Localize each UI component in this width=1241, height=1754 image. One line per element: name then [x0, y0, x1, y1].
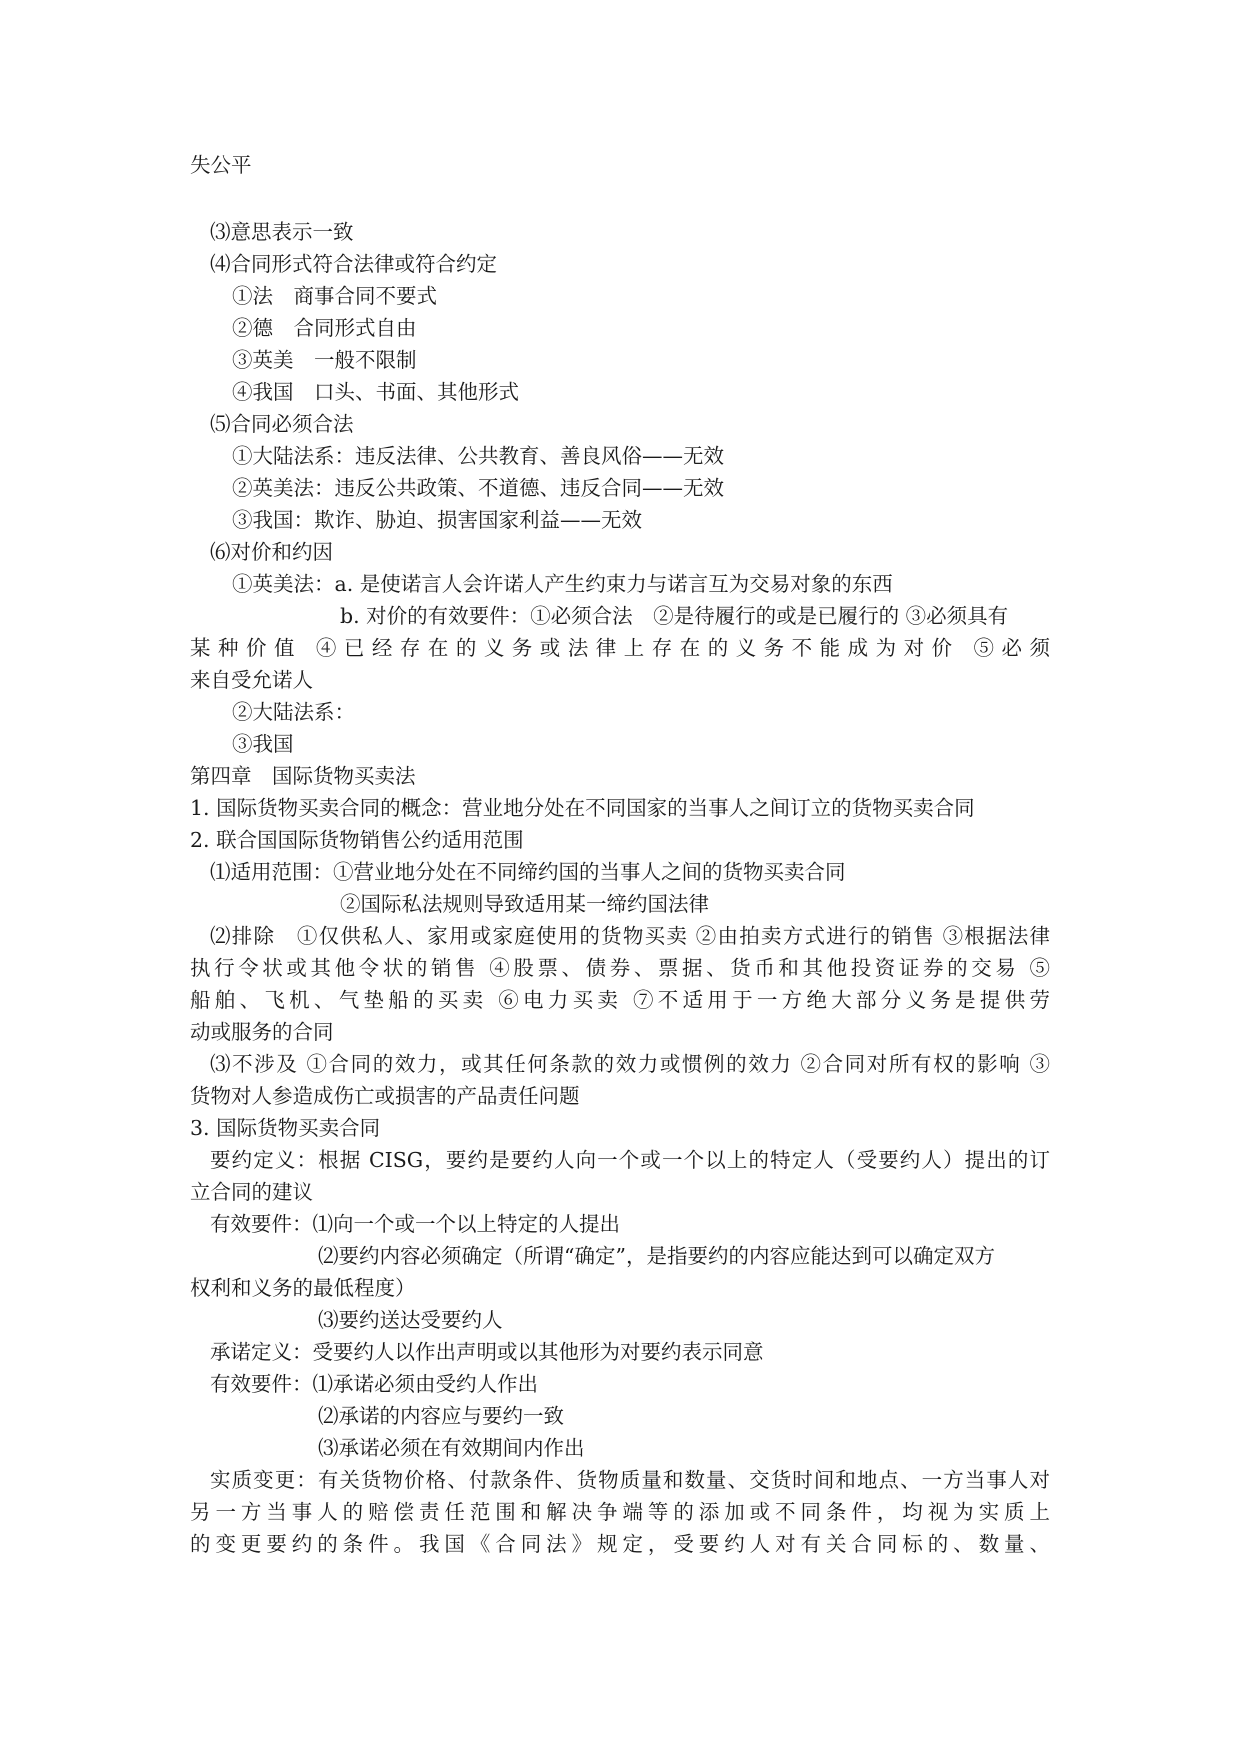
text-line	[0, 1337, 1241, 1371]
line-text: 立合同的建议	[190, 1180, 313, 1204]
text-line	[0, 217, 1241, 251]
chapter-heading: 第四章 国际货物买卖法	[190, 764, 416, 788]
text-line	[0, 1145, 1241, 1179]
line-text: ⑵承诺的内容应与要约一致	[318, 1404, 564, 1428]
text-line	[0, 537, 1241, 571]
line-text: ⑵要约内容必须确定（所谓“确定”，是指要约的内容应能达到可以确定双方	[318, 1244, 995, 1268]
text-line	[0, 761, 1241, 795]
line-text: 失公平	[190, 153, 252, 177]
line-text: 货物对人参造成伤亡或损害的产品责任问题	[190, 1084, 580, 1108]
text-line	[0, 1081, 1241, 1115]
text-line	[0, 1017, 1241, 1051]
line-text: ⑶不涉及 ①合同的效力，或其任何条款的效力或惯例的效力 ②合同对所有权的影响 ③	[210, 1052, 1050, 1076]
line-text: 某种价值 ④已经存在的义务或法律上存在的义务不能成为对价 ⑤必须	[190, 636, 1050, 660]
text-line	[0, 1049, 1241, 1083]
text-line	[0, 729, 1241, 763]
text-line	[0, 953, 1241, 987]
text-line	[0, 1177, 1241, 1211]
line-text: ⑵排除 ①仅供私人、家用或家庭使用的货物买卖 ②由拍卖方式进行的销售 ③根据法律	[210, 924, 1050, 948]
line-text: 权利和义务的最低程度）	[190, 1276, 416, 1300]
text-line	[0, 1209, 1241, 1243]
line-text: 执行令状或其他令状的销售 ④股票、债券、票据、货币和其他投资证券的交易 ⑤	[190, 956, 1050, 980]
text-line	[0, 921, 1241, 955]
text-line	[0, 1433, 1241, 1467]
line-text: 承诺定义：受要约人以作出声明或以其他形为对要约表示同意	[210, 1340, 764, 1364]
text-line	[0, 1241, 1241, 1275]
line-text: 另一方当事人的赔偿责任范围和解决争端等的添加或不同条件，均视为实质上	[190, 1500, 1050, 1524]
line-text: b. 对价的有效要件：①必须合法 ②是待履行的或是已履行的 ③必须具有	[340, 604, 1009, 628]
line-text: ①法 商事合同不要式	[232, 284, 437, 308]
text-line	[0, 793, 1241, 827]
line-text: ②大陆法系：	[232, 700, 355, 724]
text-line	[0, 1113, 1241, 1147]
line-text: ⑹对价和约因	[210, 540, 333, 564]
line-text: ④我国 口头、书面、其他形式	[232, 380, 519, 404]
text-line	[0, 1529, 1241, 1563]
line-text: 3. 国际货物买卖合同	[190, 1116, 381, 1140]
text-line	[0, 601, 1241, 635]
text-line	[0, 249, 1241, 283]
text-line	[0, 825, 1241, 859]
line-text: ③我国	[232, 732, 294, 756]
text-line	[0, 1465, 1241, 1499]
text-line	[0, 697, 1241, 731]
text-line	[0, 345, 1241, 379]
text-line	[0, 377, 1241, 411]
text-line	[0, 857, 1241, 891]
line-text: 的变更要约的条件。我国《合同法》规定，受要约人对有关合同标的、数量、	[190, 1532, 1050, 1556]
text-line	[0, 569, 1241, 603]
line-text: ⑶意思表示一致	[210, 220, 354, 244]
line-text: 实质变更：有关货物价格、付款条件、货物质量和数量、交货时间和地点、一方当事人对	[210, 1468, 1050, 1492]
line-text: 有效要件：⑴向一个或一个以上特定的人提出	[210, 1212, 620, 1236]
line-text: ⑴适用范围：①营业地分处在不同缔约国的当事人之间的货物买卖合同	[210, 860, 846, 884]
line-text: 2. 联合国国际货物销售公约适用范围	[190, 828, 524, 852]
text-line	[0, 1369, 1241, 1403]
text-line	[0, 281, 1241, 315]
line-text: ⑶要约送达受要约人	[318, 1308, 503, 1332]
text-line	[0, 409, 1241, 443]
line-text: ①大陆法系：违反法律、公共教育、善良风俗——无效	[232, 444, 724, 468]
text-line	[0, 473, 1241, 507]
line-text: ③英美 一般不限制	[232, 348, 417, 372]
text-line	[0, 1497, 1241, 1531]
line-text: ⑶承诺必须在有效期间内作出	[318, 1436, 585, 1460]
text-line	[0, 1305, 1241, 1339]
line-text: ②英美法：违反公共政策、不道德、违反合同——无效	[232, 476, 724, 500]
text-line	[0, 505, 1241, 539]
text-line	[0, 1401, 1241, 1435]
line-text: ②国际私法规则导致适用某一缔约国法律	[340, 892, 709, 916]
text-line	[0, 889, 1241, 923]
line-text: ①英美法：a. 是使诺言人会许诺人产生约束力与诺言互为交易对象的东西	[232, 572, 893, 596]
line-text: 有效要件：⑴承诺必须由受约人作出	[210, 1372, 538, 1396]
line-text: 要约定义：根据 CISG，要约是要约人向一个或一个以上的特定人（受要约人）提出的订	[210, 1148, 1050, 1172]
line-text: ⑸合同必须合法	[210, 412, 354, 436]
text-line	[0, 313, 1241, 347]
text-line	[0, 633, 1241, 667]
line-text: ⑷合同形式符合法律或符合约定	[210, 252, 497, 276]
line-text: 来自受允诺人	[190, 668, 313, 692]
text-line	[0, 985, 1241, 1019]
text-line	[0, 150, 1241, 184]
line-text: 船舶、飞机、气垫船的买卖 ⑥电力买卖 ⑦不适用于一方绝大部分义务是提供劳	[190, 988, 1050, 1012]
text-line	[0, 441, 1241, 475]
text-line	[0, 1273, 1241, 1307]
line-text: 1. 国际货物买卖合同的概念：营业地分处在不同国家的当事人之间订立的货物买卖合同	[190, 796, 975, 820]
line-text: ②德 合同形式自由	[232, 316, 417, 340]
line-text: 动或服务的合同	[190, 1020, 334, 1044]
text-line	[0, 665, 1241, 699]
line-text: ③我国：欺诈、胁迫、损害国家利益——无效	[232, 508, 642, 532]
